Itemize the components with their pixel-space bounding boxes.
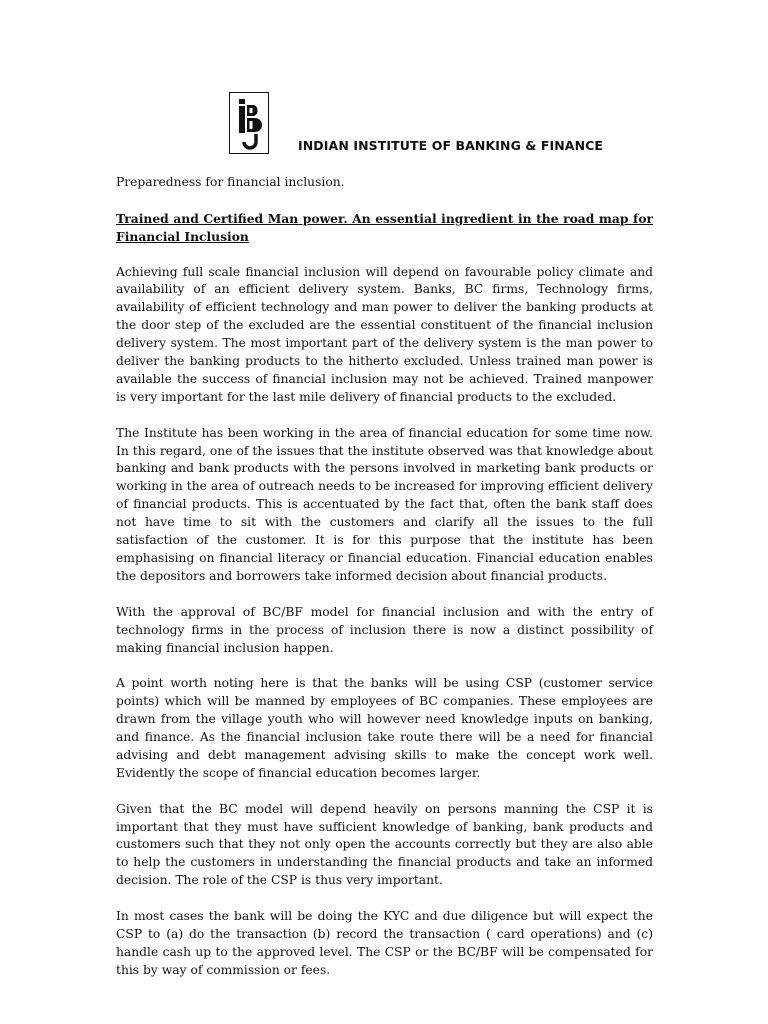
body-paragraph: A point worth noting here is that the banks will be using CSP (customer service points) which will be manned by employees of BC companies. These employees are drawn from the village youth who will however need knowledge inputs on banking, and finance. As the financial inclusion take route there will be a need for financial advising and debt management advising skills to make the concept work well. Evidently the scope of financial education becomes larger.: [116, 676, 653, 780]
body-paragraph: Achieving full scale financial inclusion will depend on favourable policy climate and availability of an efficient delivery system. Banks, BC firms, Technology firms, availability of efficient technology and man power to deliver the banking products at the door step of the excluded are the essential constituent of the financial inclusion delivery system. The most important part of the delivery system is the man power to deliver the banking products to the hitherto excluded. Unless trained man power is available the success of financial inclusion may not be achieved. Trained manpower is very important for the last mile delivery of financial products to the excluded.: [116, 264, 653, 404]
institute-name: INDIAN INSTITUTE OF BANKING & FINANCE: [298, 138, 604, 153]
body-paragraph: With the approval of BC/BF model for financial inclusion and with the entry of technology firms in the process of inclusion there is now a distinct possibility of making financial inclusion happen.: [116, 604, 653, 655]
document-subtitle: Preparedness for financial inclusion.: [116, 175, 345, 189]
iibf-logo-icon: [229, 92, 269, 154]
document-heading: Trained and Certified Man power. An essential ingredient in the road map for Financial Inclusion: [116, 210, 653, 244]
document-header: [229, 92, 629, 158]
body-paragraph: The Institute has been working in the area of financial education for some time now. In this regard, one of the issues that the institute observed was that knowledge about banking and bank products with the persons involved in marketing bank products or working in the area of outreach needs to be increased for improving efficient delivery of financial products. This is accentuated by the fact that, often the bank staff does not have time to sit with the customers and clarify all the issues to the full satisfaction of the customer. It is for this purpose that the institute has been emphasising on financial literacy or financial education. Financial education enables the depositors and borrowers take informed decision about financial products.: [116, 425, 653, 583]
body-paragraph: Given that the BC model will depend heavily on persons manning the CSP it is important that they must have sufficient knowledge of banking, bank products and customers such that they not only open the accounts correctly but they are also able to help the customers in understanding the financial products and take an informed decision. The role of the CSP is thus very important.: [116, 801, 653, 888]
document-body: [116, 174, 653, 998]
body-paragraph: In most cases the bank will be doing the KYC and due diligence but will expect the CSP to (a) do the transaction (b) record the transaction ( card operations) and (c) handle cash up to the approved level. The CSP or the BC/BF will be compensated for this by way of commission or fees.: [116, 909, 653, 977]
